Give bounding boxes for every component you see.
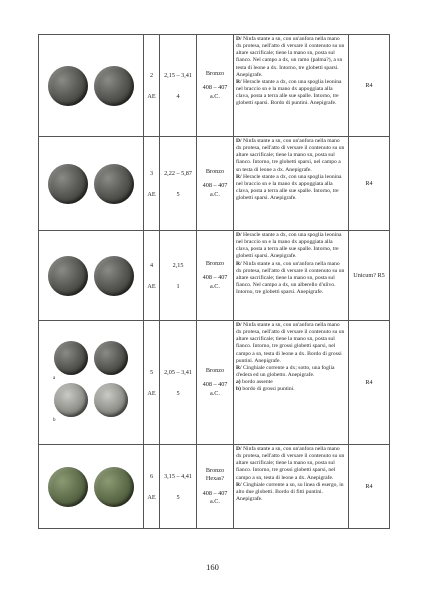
reverse-key: R/ — [236, 481, 242, 488]
catalogue-table — [38, 34, 390, 529]
catalogue-number: 4 — [149, 261, 154, 269]
rarity-cell — [349, 321, 390, 445]
coin-reverse-image-b — [94, 383, 128, 417]
obverse-description: Ninfa stante a sn, con un'anfora nella mano dx protesa, nell'atto di versare il contenuto su un altare sacrificale; tiene la mano sn, posta sul fianco. Intorno, tre globetti sparsi, nel campo a sn testa di leone a dx. Anepigrafe. — [236, 138, 345, 173]
catalogue-number: 5 — [149, 368, 154, 376]
coin-obverse-image — [48, 66, 88, 106]
axis-value: 4 — [176, 92, 180, 100]
variant-a-text: bordo assente — [242, 379, 273, 386]
reverse-key: R/ — [236, 260, 242, 267]
rarity-value: R4 — [365, 82, 373, 89]
table-row — [39, 137, 390, 231]
variant-a-key: a) — [236, 379, 241, 386]
variant-b-key: b) — [236, 386, 241, 393]
axis-value: 5 — [176, 493, 180, 501]
weight-cell — [160, 35, 197, 137]
weight-value: 2,15 – 3,41 — [164, 71, 192, 79]
coin-obverse-image — [48, 164, 88, 204]
coin-label-b: b — [53, 417, 56, 423]
reverse-description: Ninfa stante a sn, con un'anfora nella mano dx protesa, nell'atto di versare il contenuto su un altare sacrificale; tiene la mano sn, posta sul fianco. Nel campo a dx, un alberello d'ulivo. Intorno, tre globetti sparsi. Anepigrafe. — [236, 260, 345, 296]
material-cell — [197, 231, 234, 321]
weight-cell — [160, 321, 197, 445]
obverse-key: D/ — [236, 36, 242, 42]
number-cell — [144, 445, 160, 529]
rarity-cell — [349, 231, 390, 321]
obverse-key: D/ — [236, 138, 242, 144]
metal-code: AE — [147, 389, 156, 397]
table-row — [39, 445, 390, 529]
metal-code: AE — [147, 282, 156, 290]
table-row — [39, 35, 390, 137]
axis-value: 1 — [176, 282, 180, 290]
number-cell — [144, 35, 160, 137]
obverse-description: Heracle stante a dx, con una spoglia leonina nel braccio sn e la mano dx appoggiata alla clava, posta a terra alle sue spalle. Intorno, tre globetti sparsi. Anepigrafe. — [236, 232, 342, 260]
reverse-key: R/ — [236, 173, 242, 180]
number-cell — [144, 137, 160, 231]
catalogue-number: 6 — [149, 472, 154, 480]
rarity-cell — [349, 445, 390, 529]
reverse-description: Cinghiale corrente a dx; sotto, una foglia d'edera ed un globetto. Anepigrafe. — [236, 364, 335, 379]
material-value: Bronzo — [205, 167, 225, 175]
variant-b-text: bordo di grossi puntini. — [242, 386, 295, 393]
weight-cell — [160, 137, 197, 231]
description-cell — [234, 445, 349, 529]
date-value: 408 – 407 a.C. — [202, 381, 228, 397]
obverse-key: D/ — [236, 446, 242, 452]
rarity-value: R4 — [365, 180, 373, 187]
date-value: 408 – 407 a.C. — [202, 274, 228, 290]
material-cell — [197, 137, 234, 231]
metal-code: AE — [147, 190, 156, 198]
rarity-value: R4 — [365, 379, 373, 386]
weight-value: 2,22 – 5,87 — [164, 169, 192, 177]
material-cell — [197, 445, 234, 529]
weight-value: 3,15 – 4,41 — [164, 472, 192, 480]
material-value: Bronzo — [205, 259, 225, 267]
description-cell — [234, 35, 349, 137]
obverse-key: D/ — [236, 322, 242, 328]
reverse-key: R/ — [236, 78, 242, 85]
material-cell — [197, 35, 234, 137]
description-cell — [234, 321, 349, 445]
coin-images-cell — [39, 321, 144, 445]
coin-images-cell — [39, 35, 144, 137]
reverse-description: Heracle stante a dx, con una spoglia leonina nel braccio sn e la mano dx appoggiata alla clava, posta a terra alle sue spalle. Intorno, tre globetti sparsi. Bordo di puntini. Anepigrafe. — [236, 78, 342, 107]
weight-cell — [160, 445, 197, 529]
rarity-cell — [349, 137, 390, 231]
metal-code: AE — [147, 92, 156, 100]
weight-cell — [160, 231, 197, 321]
coin-reverse-image — [94, 164, 134, 204]
coin-reverse-image — [94, 467, 134, 507]
coin-images-cell — [39, 231, 144, 321]
number-cell — [144, 321, 160, 445]
material-value: Bronzo Hexas? — [205, 466, 225, 483]
coin-obverse-image-b — [54, 383, 88, 417]
reverse-description: Heracle stante a dx, con una spoglia leonina nel braccio sn e la mano dx appoggiata alla clava, posta a terra alle sue spalle. Intorno, tre globetti sparsi. Anepigrafe. — [236, 173, 342, 202]
axis-value: 5 — [176, 389, 180, 397]
coin-label-a: a — [53, 375, 56, 381]
axis-value: 5 — [176, 190, 180, 198]
coin-reverse-image — [94, 256, 134, 296]
coin-images-cell — [39, 137, 144, 231]
coin-obverse-image — [48, 256, 88, 296]
obverse-key: D/ — [236, 232, 242, 238]
date-value: 408 – 407 a.C. — [202, 84, 228, 100]
coin-images-cell — [39, 445, 144, 529]
material-value: Bronzo — [205, 366, 225, 374]
table-row — [39, 231, 390, 321]
number-cell — [144, 231, 160, 321]
obverse-description: Ninfa stante a sn, con un'anfora nella mano dx protesa, nell'atto di versare il contenuto su un altare sacrificale; tiene la mano sn, posta sul fianco. Intorno, tre grossi globetti sparsi, nel campo a sn, testa di leone a dx. Bordo di grossi puntini. Anepigrafe. — [236, 322, 345, 364]
description-cell — [234, 137, 349, 231]
weight-value: 2,05 – 3,41 — [164, 368, 192, 376]
material-value: Bronzo — [205, 69, 225, 77]
rarity-cell — [349, 35, 390, 137]
rarity-value: Unicum? R5 — [353, 272, 385, 279]
coin-obverse-image — [48, 467, 88, 507]
catalogue-number: 3 — [149, 169, 154, 177]
reverse-key: R/ — [236, 364, 242, 371]
page-number: 160 — [206, 562, 219, 572]
rarity-value: R4 — [365, 483, 373, 490]
catalogue-number: 2 — [149, 71, 154, 79]
table-row — [39, 321, 390, 445]
date-value: 408 – 407 a.C. — [202, 489, 228, 505]
weight-value: 2,15 — [172, 261, 184, 269]
coin-reverse-image — [94, 66, 134, 106]
material-cell — [197, 321, 234, 445]
date-value: 408 – 407 a.C. — [202, 182, 228, 198]
reverse-description: Cinghiale corrente a sn, su linea di esergo, in alto due globetti. Bordo di fitti puntini. Anepigrafe. — [236, 481, 344, 503]
obverse-description: Ninfa stante a sn, con un'anfora nella mano dx protesa, nell'atto di versare il contenuto su un altare sacrificale; tiene la mano sn, posta sul fianco. Nel campo a dx, un ramo (palma?), a sn testa di leone a dx. Intorno, tre globetti sparsi. Anepigrafe. — [236, 36, 345, 78]
description-cell — [234, 231, 349, 321]
metal-code: AE — [147, 493, 156, 501]
coin-obverse-image-a — [54, 341, 88, 375]
obverse-description: Ninfa stante a sn, con un'anfora nella mano dx protesa, nell'atto di versare il contenuto su un altare sacrificale; tiene la mano sn, posta sul fianco. Intorno, tre grossi globetti sparsi, nel campo a sn, testa di leone a dx. Anepigrafe. — [236, 446, 345, 481]
coin-reverse-image-a — [94, 341, 128, 375]
